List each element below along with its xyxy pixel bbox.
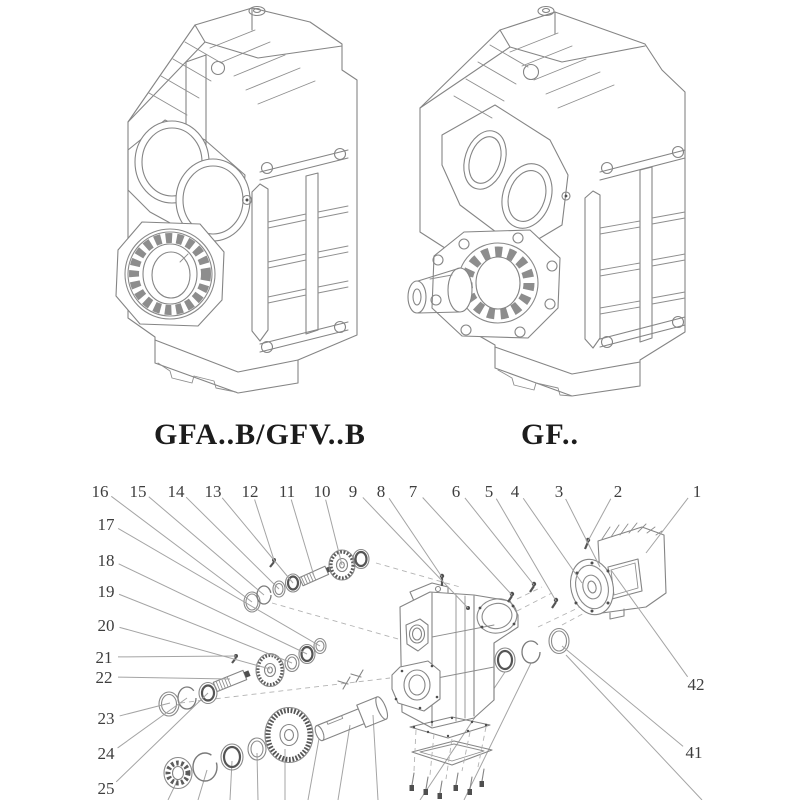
part-number-1: 1	[692, 482, 702, 501]
leader-line-6	[465, 498, 534, 585]
part-number-6: 6	[451, 482, 461, 501]
part-number-14: 14	[167, 482, 185, 501]
leader-line-41	[562, 646, 683, 746]
leader-line-20	[120, 627, 270, 669]
part-number-10: 10	[313, 482, 331, 501]
gearbox-drawing-gfab	[110, 0, 400, 400]
part-number-16: 16	[91, 482, 109, 501]
output-flange-shaft	[408, 230, 560, 338]
part-number-5: 5	[484, 482, 494, 501]
input-bores	[128, 62, 252, 243]
leader-line-9	[363, 497, 468, 608]
part-number-17: 17	[97, 515, 115, 534]
leader-line-19	[119, 594, 292, 663]
part-number-13: 13	[204, 482, 222, 501]
callout-layer	[92, 482, 705, 798]
leader-line-3	[566, 499, 600, 567]
leader-line-22	[118, 677, 230, 679]
intermediate-shaft-assembly	[159, 639, 326, 717]
output-flange-bearing	[116, 222, 224, 326]
part-number-19: 19	[97, 582, 115, 601]
leader-line-18	[119, 564, 307, 654]
part-number-23: 23	[97, 709, 115, 728]
caption-gfab: GFA..B/GFV..B	[154, 418, 366, 451]
part-number-3: 3	[554, 482, 564, 501]
leader-line-7	[423, 498, 512, 595]
gasket-and-oil-pan	[410, 717, 493, 799]
part-number-15: 15	[129, 482, 147, 501]
pan-bolts	[410, 769, 485, 799]
part-number-25: 25	[97, 779, 115, 798]
cooling-fins	[454, 33, 614, 118]
part-number-21: 21	[95, 648, 113, 667]
part-number-11: 11	[278, 482, 296, 501]
part-number-20: 20	[97, 616, 115, 635]
side-rails	[252, 149, 348, 353]
input-shaft-assembly	[244, 550, 369, 613]
leader-line-13	[222, 498, 293, 583]
part-number-18: 18	[97, 551, 115, 570]
part-number-24: 24	[97, 744, 115, 763]
part-number-12: 12	[241, 482, 259, 501]
leader-line-11	[291, 500, 314, 576]
leader-line-4	[523, 498, 582, 583]
tee-bolts	[338, 670, 363, 689]
leader-line-16	[111, 496, 252, 602]
leader-line-21	[118, 656, 236, 657]
part-number-8: 8	[376, 482, 386, 501]
gear-housing	[392, 583, 520, 728]
part-number-7: 7	[408, 482, 418, 501]
gearbox-drawing-gf	[400, 0, 710, 400]
leader-line-2	[588, 499, 611, 541]
side-rails	[585, 147, 685, 349]
part-number-22: 22	[95, 668, 113, 687]
leader-line-1	[646, 498, 688, 553]
cooling-fins	[149, 30, 315, 115]
housing-outline	[420, 7, 685, 397]
part-number-9: 9	[348, 482, 358, 501]
leader-line-12	[255, 500, 274, 560]
part-number-4: 4	[510, 482, 520, 501]
exploded-parts-diagram	[80, 475, 800, 800]
leader-line-5	[496, 499, 556, 601]
output-shaft-assembly	[164, 670, 390, 789]
leader-line-10	[326, 500, 342, 565]
caption-gf: GF..	[521, 418, 579, 451]
part-number-41: 41	[685, 743, 703, 762]
part-number-42: 42	[687, 675, 705, 694]
part-number-2: 2	[613, 482, 623, 501]
motor	[565, 523, 666, 619]
